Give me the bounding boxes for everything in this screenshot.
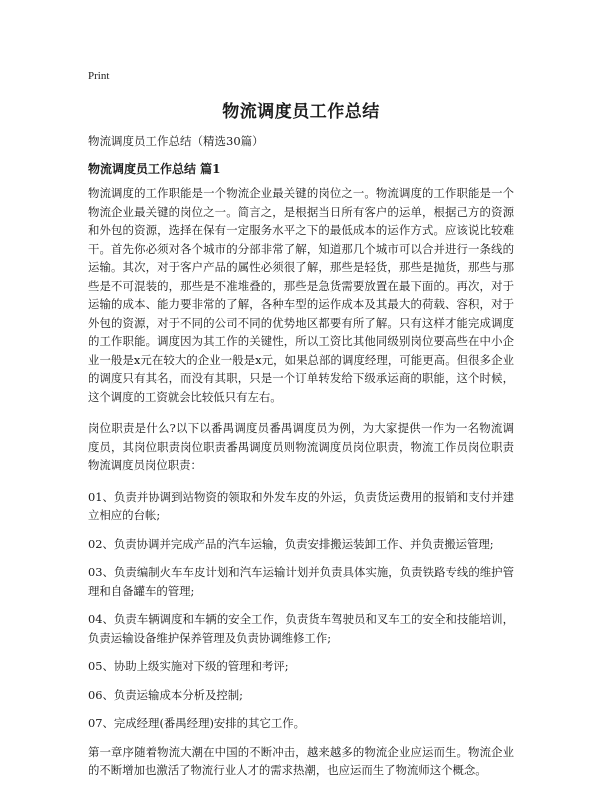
duty-item-01: 01、负责并协调到站物资的领取和外发车皮的外运，负责货运费用的报销和支付并建立相应的台帐;	[88, 489, 514, 522]
duty-item-07: 07、完成经理(番禺经理)安排的其它工作。	[88, 716, 306, 730]
paragraph-intro: 物流调度的工作职能是一个物流企业最关键的岗位之一。物流调度的工作职能是一个物流企业最关键的岗位之一。简言之，是根据当日所有客户的运单，根据己方的资源和外包的资源，选择在保有一定服务水平之下的最低成本的运作方式。应该说比较难干。首先你必须对各个城市的分部非常了解，知道那几个城市可以合并进行一条线的运输。其次，对于客户产品的属性必须很了解，那些是轻货，那些是抛货，那些与那些是不可混装的，那些是不准堆叠的，那些是急货需要放置在最下面的。再次，对于运输的成本、能力要非常的了解，各种车型的运作成本及其最大的荷载、容积，对于外包的资源，对于不同的公司不同的优势地区都要有所了解。只有这样才能完成调度的工作职能。调度因为其工作的关键性，所以工资比其他同级别岗位要高些在中小企业一般是x元在较大的企业一般是x元，如果总部的调度经理，可能更高。但很多企业的调度只有其名，而没有其职，只是一个订单转发给下级承运商的职能，这个时候，这个调度的工资就会比较低只有左右。	[88, 186, 514, 404]
document-title: 物流调度员工作总结	[222, 102, 380, 122]
duty-item-05: 05、协助上级实施对下级的管理和考评;	[88, 659, 289, 673]
duty-item-06: 06、负责运输成本分析及控制;	[88, 687, 244, 702]
paragraph-chapter-one: 第一章序随着物流大潮在中国的不断冲击，越来越多的物流企业应运而生。物流企业的不断增加也激活了物流行业人才的需求热潮，也应运而生了物流师这个概念。	[88, 744, 514, 777]
duty-item-04: 04、负责车辆调度和车辆的安全工作，负责货车驾驶员和叉车工的安全和技能培训，负责运输设备维护保养管理及负责协调维修工作;	[88, 612, 514, 645]
document-subtitle: 物流调度员工作总结（精选30篇）	[88, 134, 264, 148]
duty-item-02: 02、负责协调并完成产品的汽车运输，负责安排搬运装卸工作、并负责搬运管理;	[88, 536, 494, 551]
document-body	[88, 184, 514, 793]
section-heading: 物流调度员工作总结 篇1	[88, 162, 221, 176]
print-label[interactable]: Print	[88, 70, 110, 82]
paragraph-duties-intro: 岗位职责是什么?以下以番禺调度员番禺调度员为例，为大家提供一作为一名物流调度员，其岗位职责岗位职责番禺调度员则物流调度员岗位职责，物流工作员岗位职责物流调度员岗位职责：	[88, 421, 514, 472]
duty-item-03: 03、负责编制火车车皮计划和汽车运输计划并负责具体实施，负责铁路专线的维护管理和自备罐车的管理;	[88, 565, 514, 598]
